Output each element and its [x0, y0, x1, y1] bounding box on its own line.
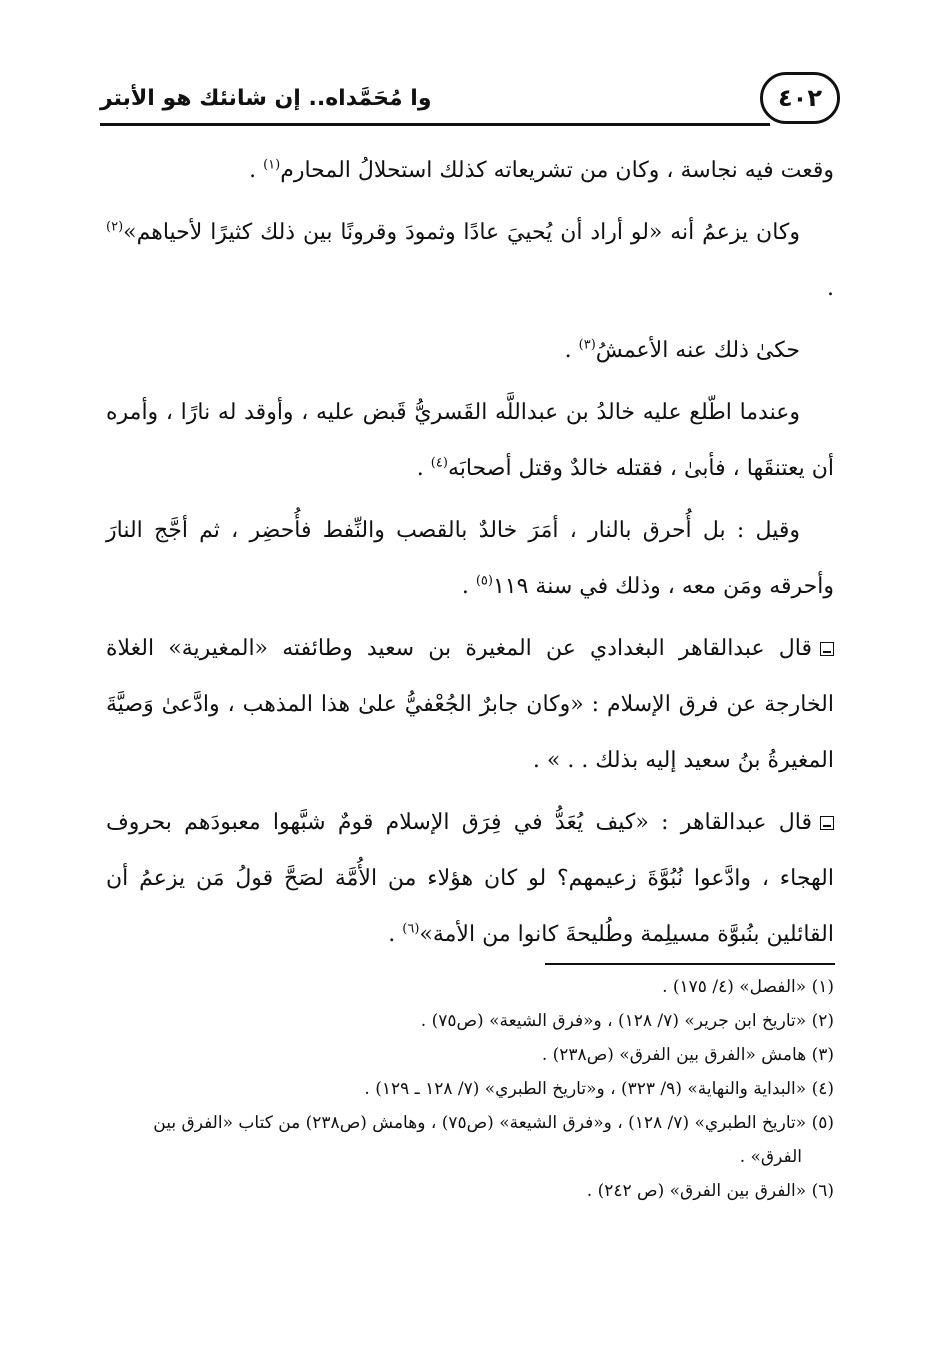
- paragraph-text: قال عبدالقاهر البغدادي عن المغيرة بن سعيد وطائفته «المغيرية» الغلاة الخارجة عن فرق الإسلام : «وكان جابرٌ الجُعْفيُّ علىٰ هذا المذهب ، وادَّعىٰ وَصيَّةَ المغيرةُ بنُ سعيد إليه بذلك . . » .: [106, 636, 834, 773]
- running-title: وا مُحَمَّداه.. إن شانئك هو الأبتر: [100, 86, 432, 111]
- paragraph-tail: .: [388, 922, 403, 947]
- footnote-ref: (٢): [106, 219, 124, 235]
- paragraph-tail: .: [827, 276, 834, 301]
- footnote: (٢) «تاريخ ابن جرير» (٧/ ١٢٨) ، و«فرق الشيعة» (ص٧٥) .: [420, 1011, 834, 1031]
- footnote: (٦) «الفرق بين الفرق» (ص ٢٤٢) .: [586, 1181, 834, 1201]
- paragraph-tail: .: [416, 456, 431, 481]
- paragraph-text: قال عبدالقاهر : «كيف يُعَدُّ في فِرَق الإسلام قومٌ شبَّهوا معبودَهم بحروف الهجاء ، وادَّعوا نُبُوَّةَ زعيمهم؟ لو كان هؤلاء من الأُمَّة لصَحَّ قولُ مَن يزعمُ أن القائلين بنُبوَّة مسيلِمة وطُليحةَ كانوا من الأمة»: [106, 810, 834, 947]
- footnote-ref: (١): [263, 157, 281, 173]
- footnote-separator: [545, 963, 835, 965]
- paragraph: [106, 503, 834, 615]
- header-rule: [100, 123, 770, 126]
- paragraph-text: وعندما اطّلع عليه خالدُ بن عبداللَّه القَسريُّ قَبض عليه ، وأوقد له نارًا ، وأمره أن يعتنقَها ، فأبىٰ ، فقتله خالدٌ وقتل أصحابَه: [106, 400, 834, 481]
- footnote: (١) «الفصل» (٤/ ١٧٥) .: [662, 977, 834, 997]
- footnote-ref: (٤): [430, 455, 448, 471]
- paragraph: [106, 205, 834, 317]
- footnote-ref: (٦): [402, 921, 420, 937]
- main-text: [106, 143, 834, 963]
- footnotes: [106, 970, 834, 1208]
- paragraph-text: حكىٰ ذلك عنه الأعمشُ: [595, 338, 800, 363]
- paragraph-tail: .: [249, 158, 264, 183]
- paragraph: [106, 323, 834, 379]
- page-number-badge: ٤٠٢: [760, 72, 840, 124]
- square-bullet-icon: [820, 816, 834, 830]
- paragraph-text: وقيل : بل أُحرق بالنار ، أمَرَ خالدٌ بالقصب والنِّفط فأُحضِر ، ثم أجَّج النارَ وأحرقه ومَن معه ، وذلك في سنة ١١٩: [106, 518, 834, 599]
- paragraph-text: وقعت فيه نجاسة ، وكان من تشريعاته كذلك استحلالُ المحارم: [280, 158, 834, 183]
- footnote-ref: (٣): [578, 337, 596, 353]
- paragraph-tail: .: [461, 574, 476, 599]
- square-bullet-icon: [820, 642, 834, 656]
- footnote: (٤) «البداية والنهاية» (٩/ ٣٢٣) ، و«تاريخ الطبري» (٧/ ١٢٨ ـ ١٢٩) .: [364, 1079, 834, 1099]
- footnote: (٣) هامش «الفرق بين الفرق» (ص٢٣٨) .: [541, 1045, 834, 1065]
- footnote: (٥) «تاريخ الطبري» (٧/ ١٢٨) ، و«فرق الشيعة» (ص٧٥) ، وهامش (ص٢٣٨) من كتاب «الفرق بين الفرق» .: [153, 1113, 834, 1167]
- paragraph-tail: .: [564, 338, 579, 363]
- paragraph: [106, 621, 834, 789]
- paragraph: [106, 385, 834, 497]
- paragraph: [106, 795, 834, 963]
- paragraph: [106, 143, 834, 199]
- page-header: [100, 72, 840, 134]
- footnote-ref: (٥): [475, 573, 493, 589]
- paragraph-text: وكان يزعمُ أنه «لو أراد أن يُحييَ عادًا وثمودَ وقرونًا بين ذلك كثيرًا لأحياهم»: [123, 220, 800, 245]
